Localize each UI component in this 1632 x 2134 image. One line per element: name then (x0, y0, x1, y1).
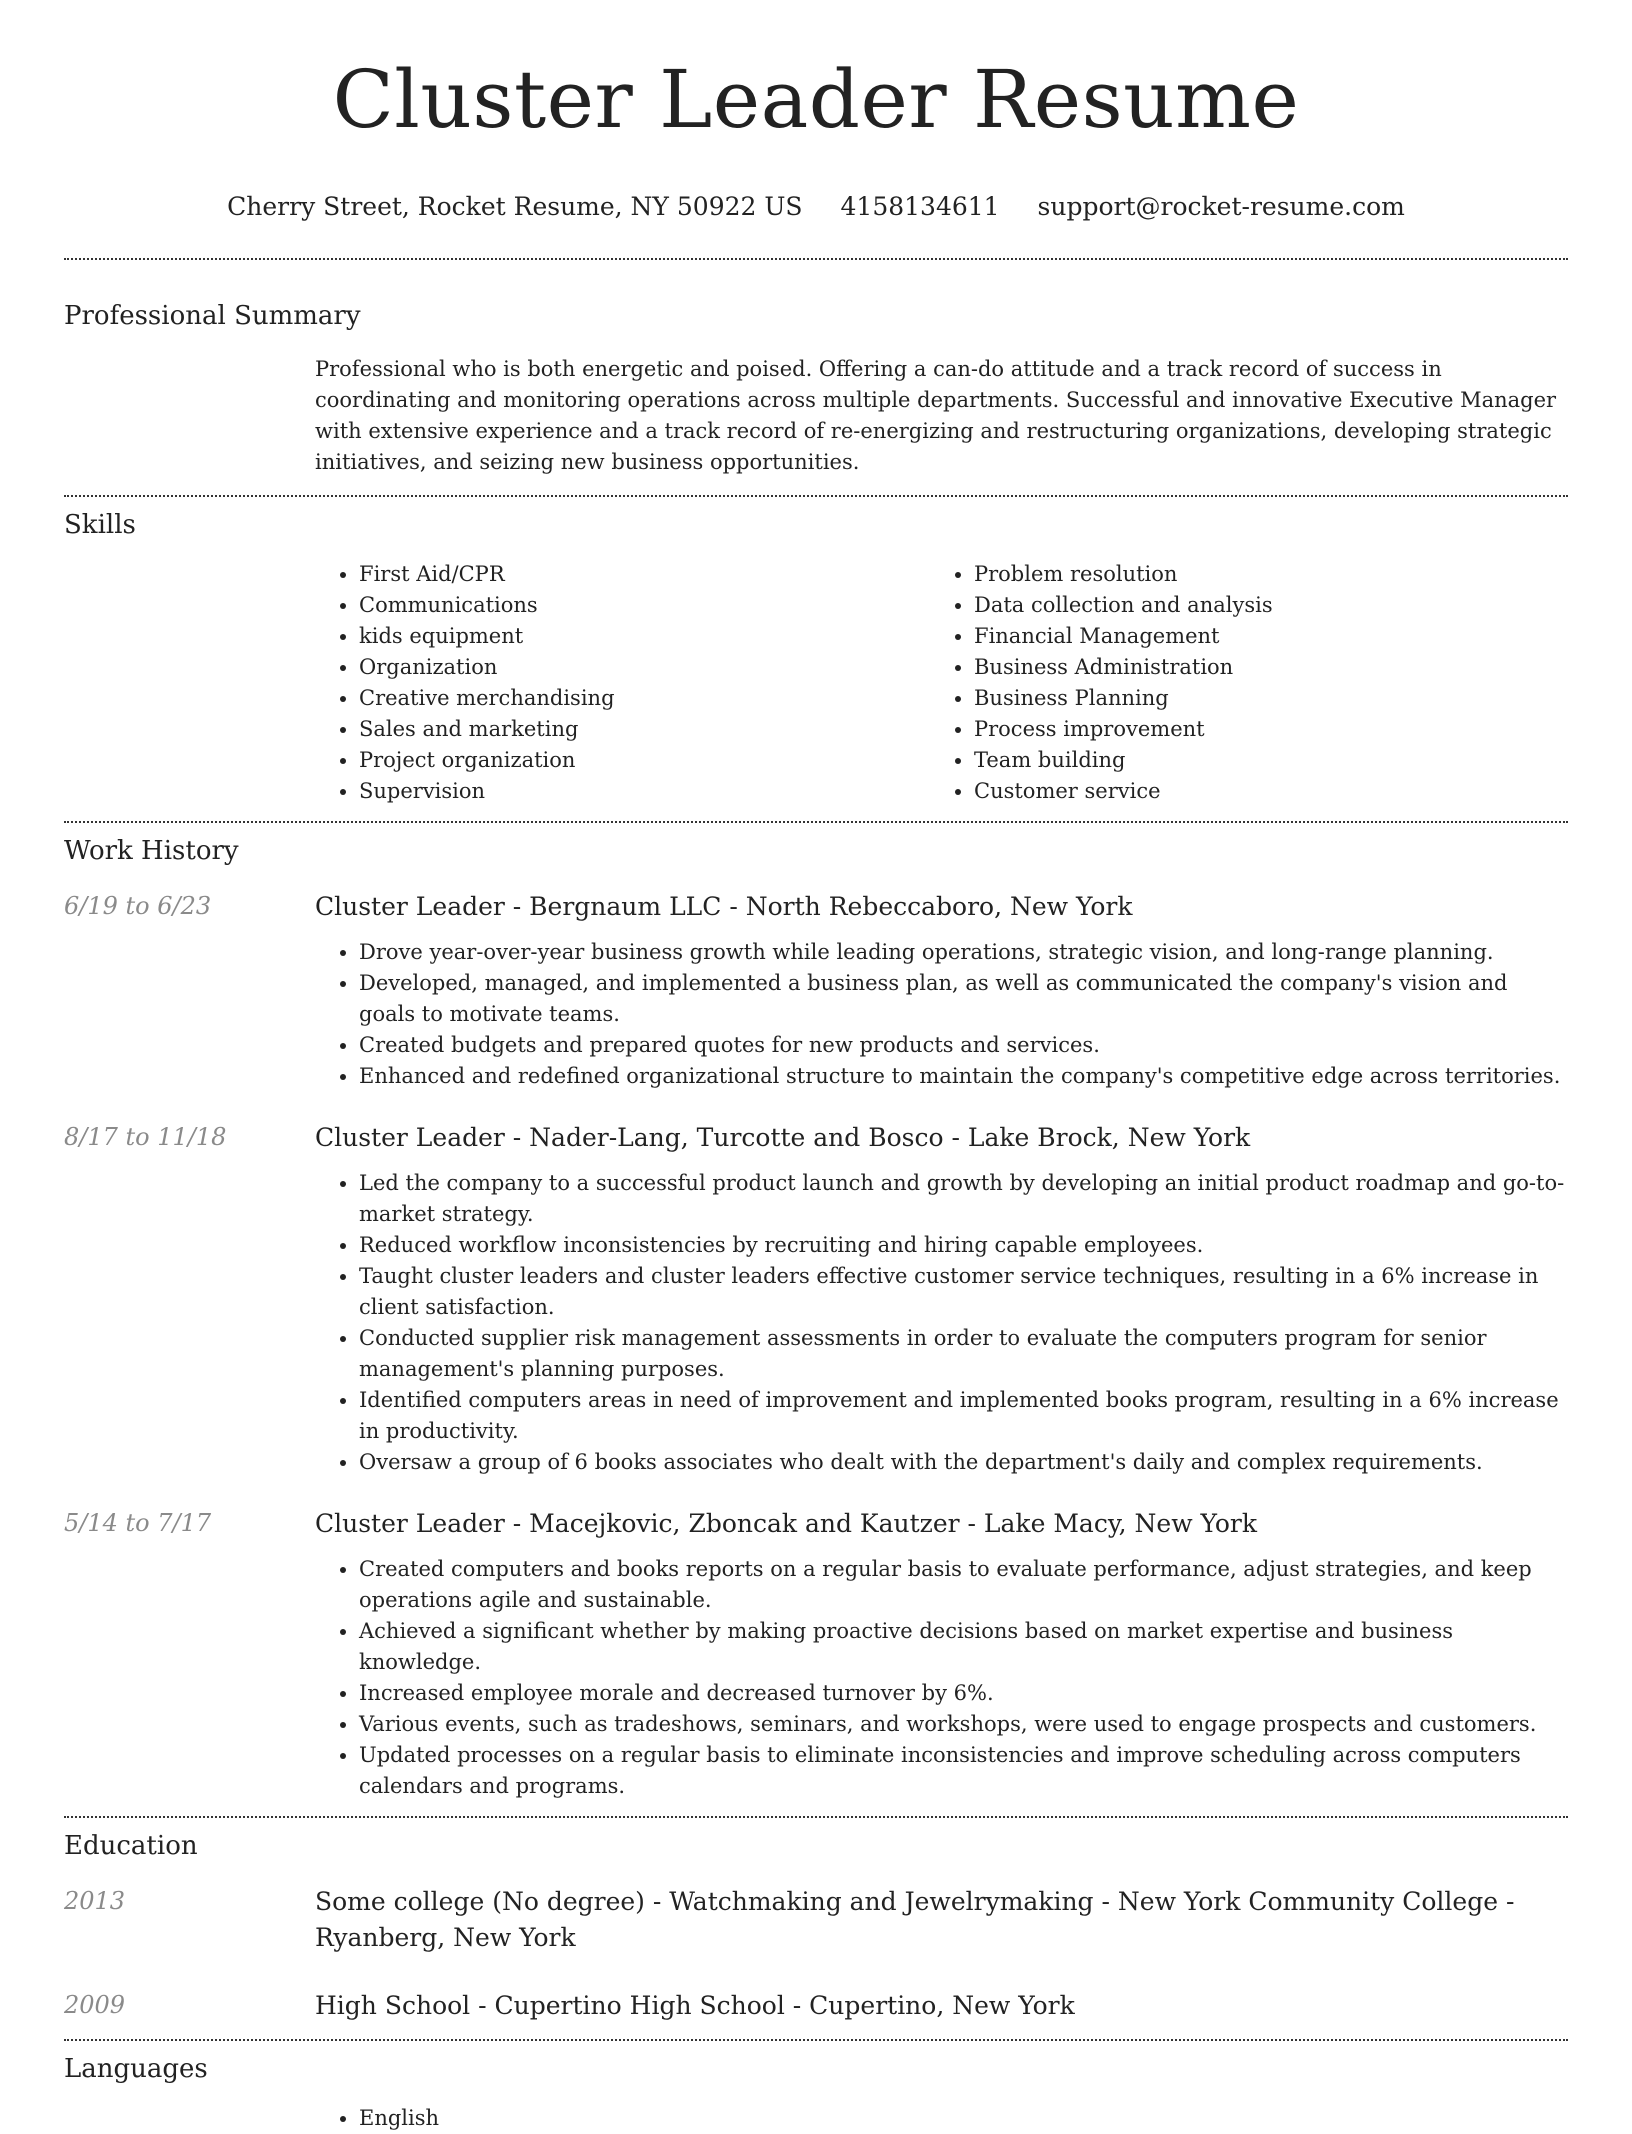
skills-heading: Skills (64, 510, 136, 540)
skill-item: • Problem resolution (974, 559, 1545, 590)
job-bullet: • Created computers and books reports on a regular basis to evaluate performance, adjust strategies, and keep operations agile and sustainable. (359, 1554, 1568, 1616)
education-section (64, 1818, 1568, 2024)
skill-item: • Customer service (974, 776, 1545, 807)
job-bullet: • Enhanced and redefined organizational structure to maintain the company's competitive edge across territories. (359, 1061, 1568, 1092)
skill-item: • Business Administration (974, 652, 1545, 683)
job-bullet: • Created budgets and prepared quotes for new products and services. (359, 1030, 1568, 1061)
address: Cherry Street, Rocket Resume, NY 50922 US (227, 192, 803, 221)
job-dates: 8/17 to 11/18 (64, 1123, 227, 1151)
summary-section (64, 260, 1568, 478)
skill-item: • Business Planning (974, 683, 1545, 714)
job-dates: 5/14 to 7/17 (64, 1509, 212, 1537)
languages-heading: Languages (64, 2054, 208, 2084)
job-heading: Cluster Leader - Nader-Lang, Turcotte and Bosco - Lake Brock, New York (315, 1123, 1251, 1152)
skill-item: • Creative merchandising (359, 683, 930, 714)
job-bullet: • Reduced workflow inconsistencies by recruiting and hiring capable employees. (359, 1230, 1568, 1261)
education-year: 2013 (64, 1887, 126, 1915)
job-bullet: • Oversaw a group of 6 books associates who dealt with the department's daily and complex requirements. (359, 1447, 1568, 1478)
job-entry (64, 1120, 1568, 1478)
skill-item: • Data collection and analysis (974, 590, 1545, 621)
education-heading-line (315, 1988, 1568, 2024)
job-entry (64, 889, 1568, 1092)
job-bullet: • Identified computers areas in need of improvement and implemented books program, resulting in a 6% increase in productivity. (359, 1385, 1568, 1447)
education-entry (64, 1988, 1568, 2024)
summary-text: Professional who is both energetic and poised. Offering a can-do attitude and a track record of success in coordinating and monitoring operations across multiple departments. Successful and innovative Executive Manager with extensive experience and a track record of re-energizing and restructuring organizations, developing strategic initiatives, and seizing new business opportunities. (315, 357, 1557, 474)
skill-item: • kids equipment (359, 621, 930, 652)
job-heading: Cluster Leader - Bergnaum LLC - North Rebeccaboro, New York (315, 892, 1133, 921)
skill-item: • Team building (974, 745, 1545, 776)
job-bullet: • Conducted supplier risk management assessments in order to evaluate the computers program for senior management's planning purposes. (359, 1323, 1568, 1385)
job-bullet: • Various events, such as tradeshows, seminars, and workshops, were used to engage prospects and customers. (359, 1709, 1568, 1740)
languages-list (315, 2103, 1568, 2134)
skills-list-left (315, 559, 930, 807)
job-entry (64, 1506, 1568, 1802)
phone: 4158134611 (840, 192, 1000, 221)
job-bullet: • Updated processes on a regular basis to eliminate inconsistencies and improve scheduling across computers calendars and programs. (359, 1740, 1568, 1802)
education-year: 2009 (64, 1991, 126, 2019)
resume-title: Cluster Leader Resume (332, 53, 1300, 146)
skill-item: • Sales and marketing (359, 714, 930, 745)
skills-list-right (930, 559, 1545, 807)
skill-item: • Project organization (359, 745, 930, 776)
education-entry (64, 1884, 1568, 1956)
job-bullet: • Taught cluster leaders and cluster leaders effective customer service techniques, resulting in a 6% increase in client satisfaction. (359, 1261, 1568, 1323)
education-degree: Some college (No degree) - Watchmaking and Jewelrymaking (315, 1887, 1094, 1916)
languages-section (64, 2041, 1568, 2134)
job-bullets (315, 937, 1568, 1092)
skill-item: • Communications (359, 590, 930, 621)
job-bullet: • Increased employee morale and decreased turnover by 6%. (359, 1678, 1568, 1709)
skill-item: • Process improvement (974, 714, 1545, 745)
education-degree: High School (315, 1991, 471, 2020)
skill-item: • Financial Management (974, 621, 1545, 652)
job-bullets (315, 1554, 1568, 1802)
job-dates: 6/19 to 6/23 (64, 892, 212, 920)
education-heading: Education (64, 1831, 198, 1861)
work-section (64, 823, 1568, 1802)
language-item: • English (359, 2103, 1568, 2134)
skill-item: • First Aid/CPR (359, 559, 930, 590)
job-bullets (315, 1168, 1568, 1478)
job-heading: Cluster Leader - Macejkovic, Zboncak and Kautzer - Lake Macy, New York (315, 1509, 1258, 1538)
education-school: - Cupertino High School - Cupertino, New York (470, 1991, 1075, 2020)
job-bullet: • Developed, managed, and implemented a business plan, as well as communicated the company's vision and goals to motivate teams. (359, 968, 1568, 1030)
skill-item: • Organization (359, 652, 930, 683)
email: support@rocket-resume.com (1037, 192, 1405, 221)
education-heading-line (315, 1884, 1568, 1956)
skills-section (64, 497, 1568, 807)
skill-item: • Supervision (359, 776, 930, 807)
job-bullet: • Drove year-over-year business growth while leading operations, strategic vision, and long-range planning. (359, 937, 1568, 968)
work-heading: Work History (64, 836, 239, 866)
summary-heading: Professional Summary (64, 301, 361, 331)
education-school: - New York Community College - Ryanberg, New York (315, 1887, 1515, 1952)
job-bullet: • Achieved a significant whether by making proactive decisions based on market expertise and business knowledge. (359, 1616, 1568, 1678)
job-bullet: • Led the company to a successful product launch and growth by developing an initial product roadmap and go-to-market strategy. (359, 1168, 1568, 1230)
contact-line (64, 190, 1568, 224)
